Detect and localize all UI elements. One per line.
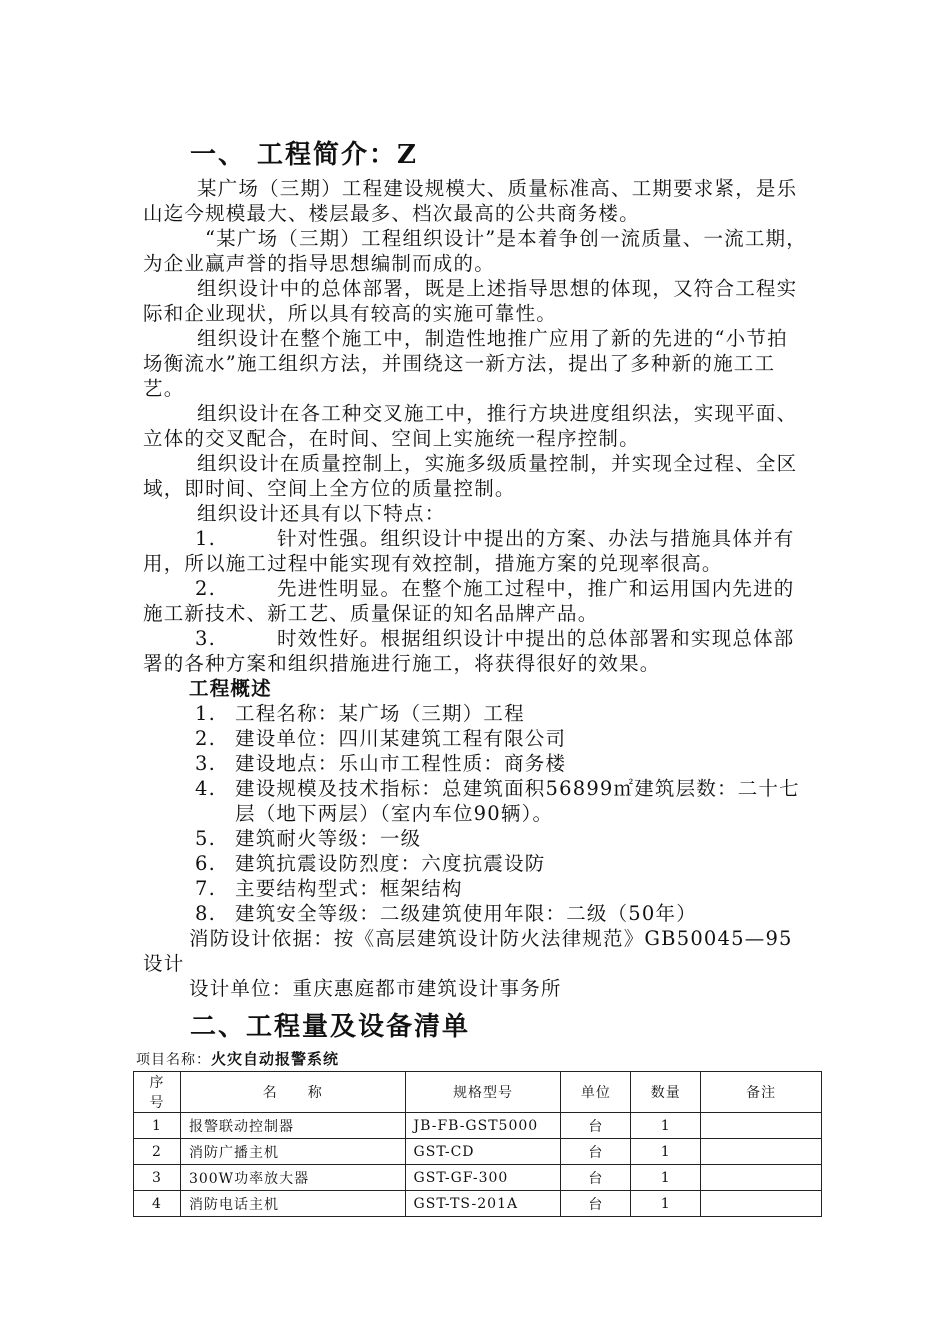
cell-index: 4	[134, 1191, 181, 1217]
overview-number: 8.	[195, 902, 217, 925]
feature-text: 时效性好。根据组织设计中提出的总体部署和实现总体部署的各种方案和组织措施进行施工，将获得很好的效果。	[143, 627, 795, 675]
section1-body	[143, 176, 808, 1001]
feature-item	[143, 576, 808, 626]
overview-text: 建筑耐火等级：一级	[235, 827, 422, 850]
section2-title: 二、工程量及设备清单	[190, 1012, 471, 1042]
overview-item	[143, 826, 808, 851]
paragraph: 组织设计在整个施工中，制造性地推广应用了新的先进的“小节拍场衡流水”施工组织方法，并围绕这一新方法，提出了多种新的施工工艺。	[143, 327, 788, 400]
design-unit: 设计单位：重庆惠庭都市建筑设计事务所	[189, 977, 562, 1000]
fire-design-basis: 消防设计依据：按《高层建筑设计防火法律规范》GB50045—95设计	[143, 927, 793, 975]
overview-item	[143, 751, 808, 776]
overview-text: 建设规模及技术指标：总建筑面积56899㎡建筑层数：二十七层（地下两层）（室内车位90辆）。	[235, 777, 800, 825]
paragraph: 组织设计在各工种交叉施工中，推行方块进度组织法，实现平面、立体的交叉配合，在时间、空间上实施统一程序控制。	[143, 402, 798, 450]
section1-title: 一、 工程简介：Z	[190, 140, 419, 170]
paragraph: 某广场（三期）工程建设规模大、质量标准高、工期要求紧，是乐山迄今规模最大、楼层最多、档次最高的公共商务楼。	[143, 177, 798, 225]
col-header-quantity: 数量	[631, 1072, 701, 1113]
cell-remark	[701, 1139, 822, 1165]
overview-item	[143, 701, 808, 726]
cell-quantity: 1	[631, 1165, 701, 1191]
overview-number: 2.	[195, 727, 217, 750]
col-header-unit: 单位	[561, 1072, 631, 1113]
overview-item	[143, 901, 808, 926]
paragraph: 组织设计中的总体部署，既是上述指导思想的体现，又符合工程实际和企业现状，所以具有较高的实施可靠性。	[143, 277, 798, 325]
overview-text: 建筑安全等级：二级建筑使用年限：二级（50年）	[235, 902, 697, 925]
overview-number: 5.	[195, 827, 217, 850]
feature-number: 1.	[195, 527, 217, 550]
project-name: 火灾自动报警系统	[211, 1050, 340, 1068]
cell-index: 3	[134, 1165, 181, 1191]
table-row	[134, 1139, 822, 1165]
cell-unit: 台	[561, 1113, 631, 1139]
overview-item	[143, 876, 808, 901]
overview-number: 4.	[195, 777, 217, 800]
equipment-table	[133, 1071, 822, 1217]
overview-text: 建设地点：乐山市工程性质：商务楼	[235, 752, 567, 775]
col-header-remark: 备注	[701, 1072, 822, 1113]
col-header-name: 名 称	[180, 1072, 405, 1113]
overview-text: 主要结构型式：框架结构	[235, 877, 463, 900]
paragraph: 组织设计在质量控制上，实施多级质量控制，并实现全过程、全区域，即时间、空间上全方位的质量控制。	[143, 452, 798, 500]
feature-text: 针对性强。组织设计中提出的方案、办法与措施具体并有用，所以施工过程中能实现有效控制，措施方案的兑现率很高。	[143, 527, 795, 575]
paragraph: 组织设计还具有以下特点：	[197, 502, 446, 525]
cell-remark	[701, 1113, 822, 1139]
overview-number: 3.	[195, 752, 217, 775]
cell-unit: 台	[561, 1191, 631, 1217]
cell-model: GST-CD	[405, 1139, 561, 1165]
overview-item	[143, 851, 808, 876]
table-header-row	[134, 1072, 822, 1113]
overview-number: 6.	[195, 852, 217, 875]
overview-text: 建筑抗震设防烈度：六度抗震设防	[235, 852, 546, 875]
cell-model: GST-TS-201A	[405, 1191, 561, 1217]
cell-name: 300W功率放大器	[180, 1165, 405, 1191]
feature-number: 3.	[195, 627, 217, 650]
overview-number: 7.	[195, 877, 217, 900]
cell-name: 报警联动控制器	[180, 1113, 405, 1139]
project-label: 项目名称：	[136, 1052, 211, 1068]
cell-unit: 台	[561, 1139, 631, 1165]
cell-index: 2	[134, 1139, 181, 1165]
table-row	[134, 1191, 822, 1217]
cell-quantity: 1	[631, 1191, 701, 1217]
cell-unit: 台	[561, 1165, 631, 1191]
feature-item	[143, 626, 808, 676]
feature-item	[143, 526, 808, 576]
cell-model: JB-FB-GST5000	[405, 1113, 561, 1139]
overview-number: 1.	[195, 702, 217, 725]
feature-number: 2.	[195, 577, 217, 600]
col-header-model: 规格型号	[405, 1072, 561, 1113]
overview-item	[143, 726, 808, 751]
cell-name: 消防电话主机	[180, 1191, 405, 1217]
table-row	[134, 1113, 822, 1139]
overview-item	[143, 776, 808, 826]
overview-text: 工程名称：某广场（三期）工程	[235, 702, 525, 725]
cell-quantity: 1	[631, 1113, 701, 1139]
col-header-index: 序号	[134, 1072, 181, 1113]
table-row	[134, 1165, 822, 1191]
feature-text: 先进性明显。在整个施工过程中，推广和运用国内先进的施工新技术、新工艺、质量保证的知名品牌产品。	[143, 577, 795, 625]
paragraph: “某广场（三期）工程组织设计”是本着争创一流质量、一流工期，为企业赢声誉的指导思想编制而成的。	[143, 227, 807, 275]
overview-title: 工程概述	[189, 677, 272, 700]
project-name-line	[136, 1048, 339, 1069]
cell-remark	[701, 1191, 822, 1217]
cell-remark	[701, 1165, 822, 1191]
overview-text: 建设单位：四川某建筑工程有限公司	[235, 727, 567, 750]
cell-quantity: 1	[631, 1139, 701, 1165]
cell-index: 1	[134, 1113, 181, 1139]
cell-name: 消防广播主机	[180, 1139, 405, 1165]
cell-model: GST-GF-300	[405, 1165, 561, 1191]
